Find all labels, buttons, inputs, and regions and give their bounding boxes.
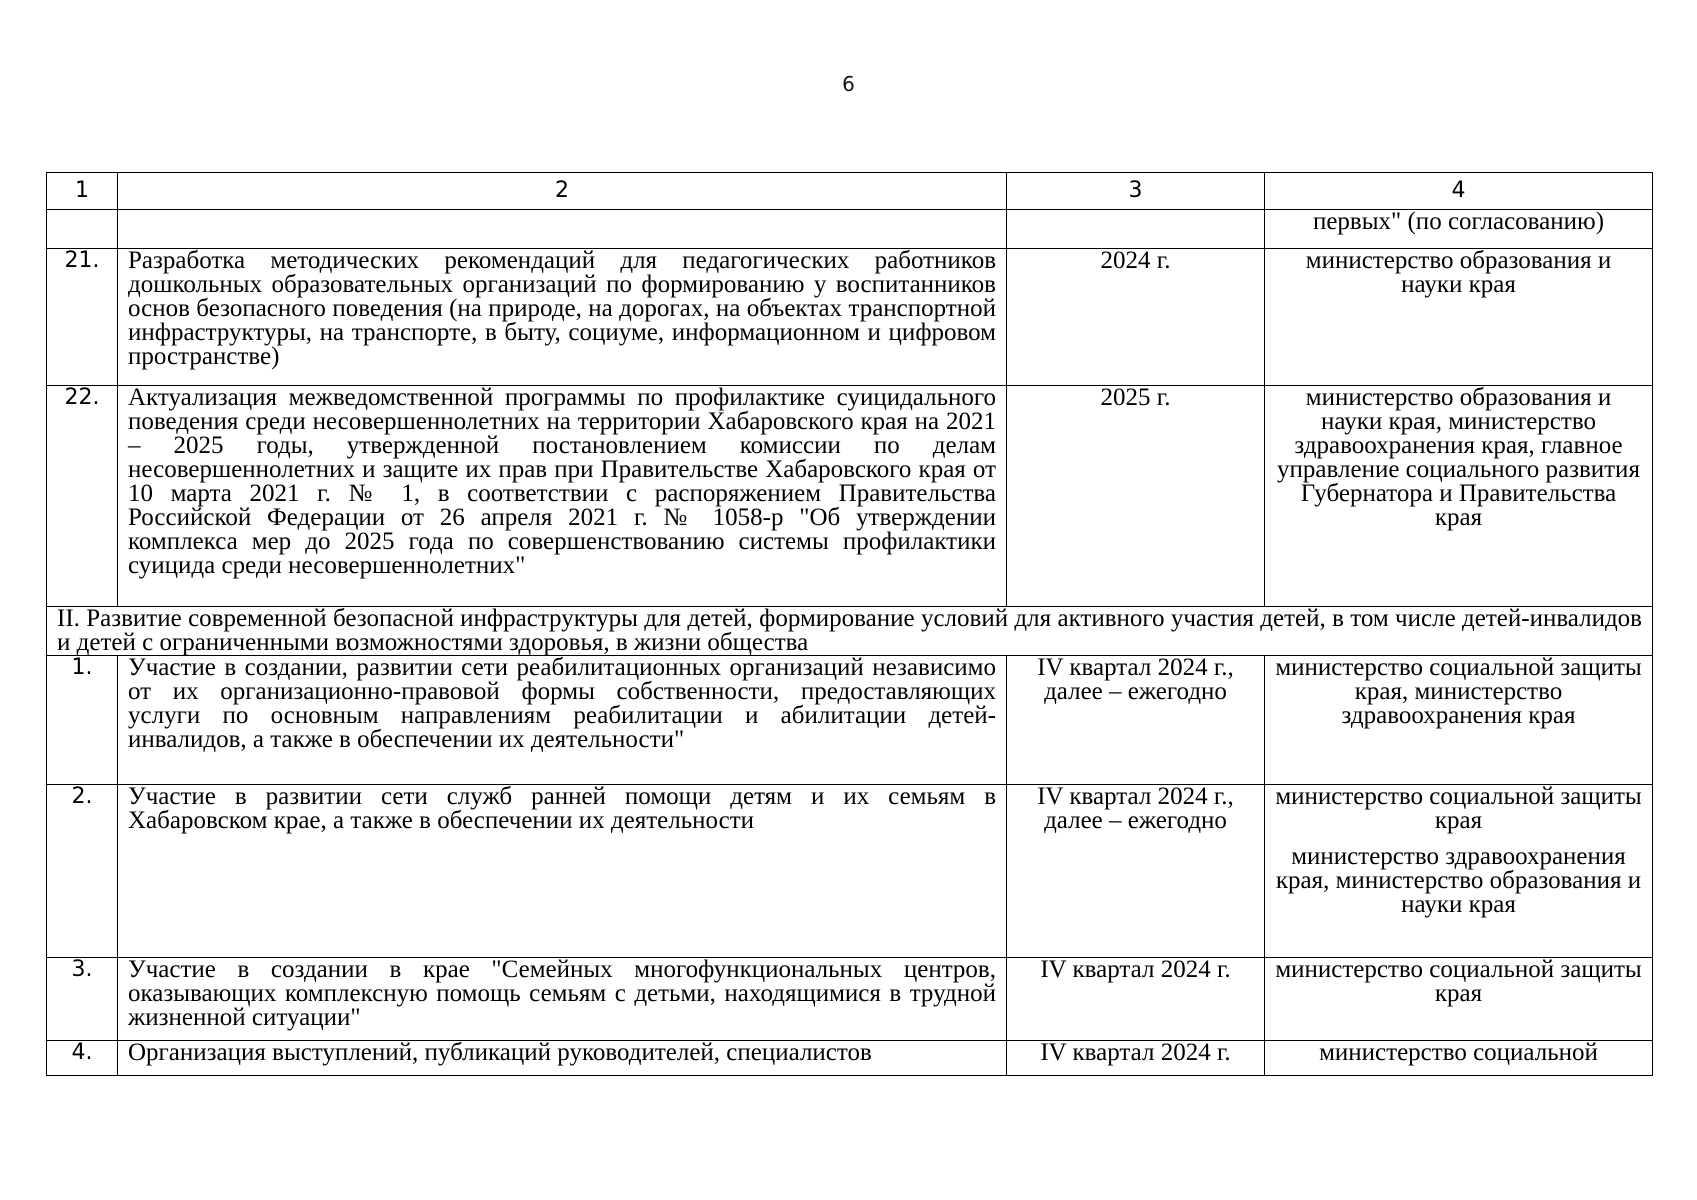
row-description: Участие в развитии сети служб ранней помощи детям и их семьям в Хабаровском крае, а также в обеспечении их деятельности <box>118 785 1007 958</box>
row-responsible: министерство социальной защиты края <box>1265 958 1653 1041</box>
column-number-2: 2 <box>118 173 1007 210</box>
row-description: Организация выступлений, публикаций руководителей, специалистов <box>118 1041 1007 1076</box>
row-responsible-additional: министерство здравоохранения края, министерство образования и науки края <box>1275 843 1642 918</box>
row-term: IV квартал 2024 г., далее – ежегодно <box>1007 656 1265 785</box>
row-responsible: министерство социальной защиты края, министерство здравоохранения края <box>1265 656 1653 785</box>
row-term <box>1007 210 1265 249</box>
row-number: 2. <box>47 785 118 958</box>
row-term: IV квартал 2024 г. <box>1007 958 1265 1041</box>
row-description: Участие в создании в крае "Семейных многофункциональных центров, оказывающих комплексную помощь семьям с детьми, находящимися в трудной жизненной ситуации" <box>118 958 1007 1041</box>
column-number-1: 1 <box>47 173 118 210</box>
row-description <box>118 210 1007 249</box>
table-row <box>47 249 1653 386</box>
table-row <box>47 386 1653 607</box>
row-responsible: министерство образования и науки края, министерство здравоохранения края, главное управление социального развития Губернатора и Правительства края <box>1265 386 1653 607</box>
row-responsible: первых" (по согласованию) <box>1265 210 1653 249</box>
continuation-row <box>47 210 1653 249</box>
row-description: Участие в создании, развитии сети реабилитационных организаций независимо от их организационно-правовой формы собственности, предоставляющих услуги по основным направлениям реабилитации и абилитации детей-инвалидов, а также в обеспечении их деятельности" <box>118 656 1007 785</box>
row-term: IV квартал 2024 г. <box>1007 1041 1265 1076</box>
measures-table <box>46 172 1653 1076</box>
row-number: 3. <box>47 958 118 1041</box>
row-responsible: министерство социальной <box>1265 1041 1653 1076</box>
row-number: 21. <box>47 249 118 386</box>
table-row <box>47 656 1653 785</box>
row-description: Разработка методических рекомендаций для педагогических работников дошкольных образовательных организаций по формированию у воспитанников основ безопасного поведения (на природе, на дорогах, на объектах транспортной инфраструктуры, на транспорте, в быту, социуме, информационном и цифровом пространстве) <box>118 249 1007 386</box>
row-number: 22. <box>47 386 118 607</box>
row-responsible: министерство социальной защиты края <box>1275 783 1642 834</box>
column-number-3: 3 <box>1007 173 1265 210</box>
row-term: 2024 г. <box>1007 249 1265 386</box>
row-number <box>47 210 118 249</box>
row-responsible: министерство образования и науки края <box>1265 249 1653 386</box>
table-row <box>47 785 1653 958</box>
table-row <box>47 958 1653 1041</box>
column-number-4: 4 <box>1265 173 1653 210</box>
section-heading: II. Развитие современной безопасной инфраструктуры для детей, формирование условий для активного участия детей, в том числе детей-инвалидов и детей с ограниченными возможностями здоровья, в жизни общества <box>47 607 1653 656</box>
row-description: Актуализация межведомственной программы по профилактике суицидального поведения среди несовершеннолетних на территории Хабаровского края на 2021 – 2025 годы, утвержденной постановлением комиссии по делам несовершеннолетних и защите их прав при Правительстве Хабаровского края от 10 марта 2021 г. № 1, в соответствии с распоряжением Правительства Российской Федерации от 26 апреля 2021 г. № 1058-р "Об утверждении комплекса мер до 2025 года по совершенствованию системы профилактики суицида среди несовершеннолетних" <box>118 386 1007 607</box>
row-number: 1. <box>47 656 118 785</box>
column-number-header-row <box>47 173 1653 210</box>
page-number: 6 <box>842 72 855 96</box>
row-term: IV квартал 2024 г., далее – ежегодно <box>1007 785 1265 958</box>
section-heading-row <box>47 607 1653 656</box>
row-number: 4. <box>47 1041 118 1076</box>
row-term: 2025 г. <box>1007 386 1265 607</box>
table-row <box>47 1041 1653 1076</box>
row-responsible-cell <box>1265 785 1653 958</box>
